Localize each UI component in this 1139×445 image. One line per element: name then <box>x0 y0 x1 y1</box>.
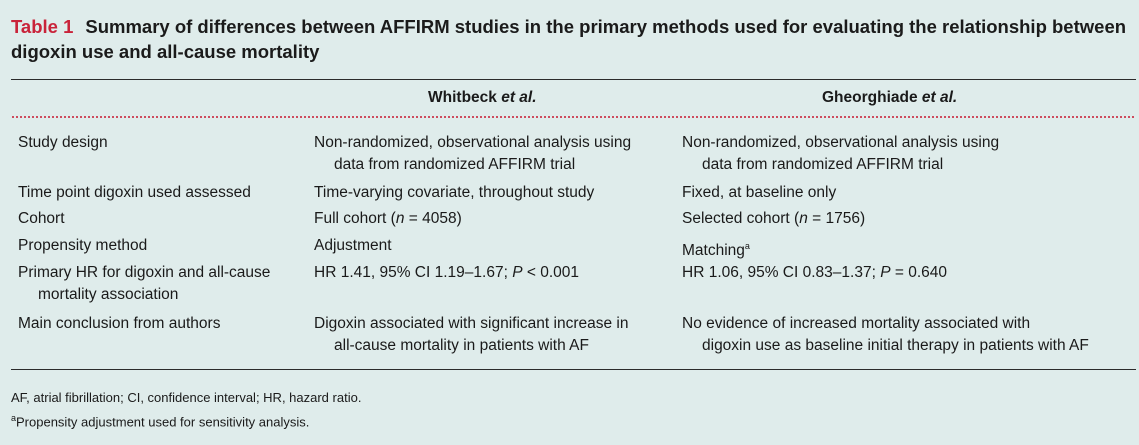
row-label-text: Propensity method <box>18 237 148 254</box>
cell-whitbeck-primary-hr <box>314 262 579 284</box>
column-header-whitbeck-suffix: et al. <box>501 89 537 106</box>
row-label-text: Cohort <box>18 210 65 227</box>
row-label-cohort <box>18 208 65 230</box>
row-label-primary-hr <box>18 262 270 306</box>
cell-line-continued: data from randomized AFFIRM trial <box>334 156 576 173</box>
cell-whitbeck-time-point <box>314 182 594 204</box>
cell-gheorghiade-cohort <box>682 208 865 230</box>
footnote-marker: a <box>744 241 750 251</box>
cell-line: HR 1.41, 95% CI 1.19–1.67; P < 0.001 <box>314 264 579 281</box>
cell-line: Non-randomized, observational analysis using <box>314 134 632 151</box>
row-label-text: Primary HR for digoxin and all-cause <box>18 264 271 281</box>
row-label-propensity-method <box>18 235 147 257</box>
footnote-a-marker: a <box>11 413 17 423</box>
cell-line: Time-varying covariate, throughout study <box>314 184 595 201</box>
cell-whitbeck-cohort <box>314 208 462 230</box>
row-label-text-continued: mortality association <box>38 286 179 303</box>
table-caption <box>11 14 1131 64</box>
table-label: Table 1 <box>11 16 74 37</box>
table-footnotes <box>11 388 361 432</box>
row-label-text: Time point digoxin used assessed <box>18 184 251 201</box>
cell-gheorghiade-conclusion <box>682 313 1089 357</box>
column-header-whitbeck-name: Whitbeck <box>428 89 497 106</box>
column-header-gheorghiade-name: Gheorghiade <box>822 89 918 106</box>
cell-whitbeck-conclusion <box>314 313 628 357</box>
cell-line: Fixed, at baseline only <box>682 184 837 201</box>
cell-line: Matching <box>682 242 745 260</box>
header-dotted-rule <box>11 116 1136 118</box>
cell-line: Adjustment <box>314 237 392 254</box>
cell-line: No evidence of increased mortality associated with <box>682 315 1031 332</box>
column-header-gheorghiade <box>822 89 957 107</box>
cell-line-continued: all-cause mortality in patients with AF <box>334 337 589 354</box>
row-label-study-design <box>18 132 108 154</box>
row-label-text: Study design <box>18 134 108 151</box>
column-header-gheorghiade-suffix: et al. <box>921 89 958 106</box>
footnote-abbreviations: AF, atrial fibrillation; CI, confidence interval; HR, hazard ratio. <box>11 390 362 405</box>
cell-line-continued: digoxin use as baseline initial therapy in patients with AF <box>702 337 1089 354</box>
row-label-text: Main conclusion from authors <box>18 315 221 332</box>
column-header-whitbeck <box>428 89 537 107</box>
footnote-a-text: Propensity adjustment used for sensitivity analysis. <box>16 414 310 430</box>
cell-line: Selected cohort (n = 1756) <box>682 210 866 227</box>
cell-line: HR 1.06, 95% CI 0.83–1.37; P = 0.640 <box>682 264 947 281</box>
table-title: Summary of differences between AFFIRM studies in the primary methods used for evaluating the relationship between digoxin use and all-cause mortality <box>11 16 1127 62</box>
cell-line: Digoxin associated with significant increase in <box>314 315 629 332</box>
cell-whitbeck-propensity <box>314 235 392 257</box>
cell-gheorghiade-time-point <box>682 182 836 204</box>
footnote-a <box>11 408 361 432</box>
cell-gheorghiade-study-design <box>682 132 999 176</box>
cell-gheorghiade-propensity <box>682 235 750 262</box>
cell-whitbeck-study-design <box>314 132 631 176</box>
row-label-time-point <box>18 182 251 204</box>
bottom-rule <box>11 369 1136 370</box>
top-rule <box>11 79 1136 80</box>
row-label-main-conclusion <box>18 313 220 335</box>
cell-line-continued: data from randomized AFFIRM trial <box>702 156 944 173</box>
cell-line: Full cohort (n = 4058) <box>314 210 462 227</box>
cell-line: Non-randomized, observational analysis using <box>682 134 1000 151</box>
cell-gheorghiade-primary-hr <box>682 262 947 284</box>
